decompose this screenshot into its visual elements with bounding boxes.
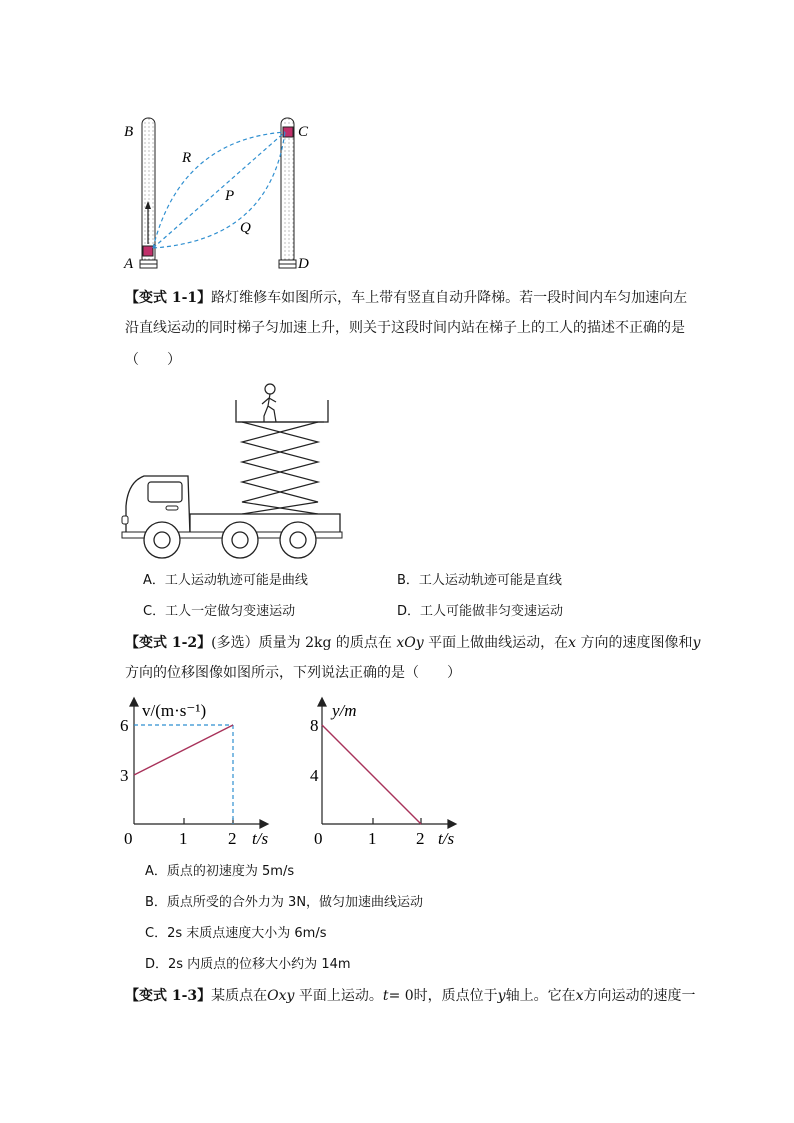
v-ylabel: v/(m·s⁻¹): [142, 701, 207, 720]
q2-line2: 方向的位移图像如图所示，下列说法正确的是（ ）: [125, 665, 461, 681]
label-a: A: [124, 256, 134, 272]
v-xlabel: t/s: [252, 829, 269, 848]
q2-option-d[interactable]: D．2s 内质点的位移大小约为 14m: [145, 957, 351, 972]
label-c: C: [298, 124, 309, 140]
cab-window: [148, 482, 182, 502]
truck-bed: [190, 514, 340, 534]
v-ytick-3: 3: [120, 766, 129, 785]
y-ytick-4: 4: [310, 766, 319, 785]
curve-p: [153, 132, 285, 248]
y-ylabel: y/m: [332, 701, 357, 720]
q1-option-a[interactable]: A．工人运动轨迹可能是曲线: [143, 573, 308, 588]
q1-text1: 路灯维修车如图所示，车上带有竖直自动升降梯。若一段时间内车匀加速向左: [211, 290, 688, 306]
y-ytick-8: 8: [310, 716, 319, 735]
label-b: B: [124, 124, 134, 140]
y-xtick-1: 1: [368, 829, 377, 848]
velocity-time-graph: [112, 692, 292, 852]
q1-line2: 沿直线运动的同时梯子匀加速上升，则关于这段时间内站在梯子上的工人的描述不正确的是: [125, 320, 685, 336]
v-xtick-2: 2: [228, 829, 237, 848]
q3-line1: 【变式 1-3】某质点在Oxy 平面上运动。t= 0时，质点位于y轴上。它在x方向运动的速度一: [125, 988, 696, 1004]
q2-tag: 【变式 1-2】: [125, 635, 212, 651]
q1-option-c[interactable]: C．工人一定做匀变速运动: [143, 604, 296, 619]
label-q: Q: [240, 220, 251, 236]
block-a: [143, 246, 153, 256]
v-xtick-1: 1: [179, 829, 188, 848]
pole-right: [281, 118, 294, 264]
v-data-line: [134, 725, 233, 775]
label-p: P: [225, 188, 235, 204]
q1-tag: 【变式 1-1】: [125, 290, 212, 306]
q2-option-a[interactable]: A．质点的初速度为 5m/s: [145, 864, 295, 879]
lift-basket: [236, 400, 328, 422]
q1-option-b[interactable]: B．工人运动轨迹可能是直线: [397, 573, 562, 588]
q1-option-d[interactable]: D．工人可能做非匀变速运动: [397, 604, 564, 619]
v-ytick-6: 6: [120, 716, 129, 735]
truck-wheels: [144, 522, 316, 558]
label-d: D: [298, 256, 309, 272]
q2-option-c[interactable]: C．2s 末质点速度大小为 6m/s: [145, 926, 327, 941]
y-xtick-0: 0: [314, 829, 323, 848]
v-xtick-0: 0: [124, 829, 133, 848]
q2-option-b[interactable]: B．质点所受的合外力为 3N，做匀加速曲线运动: [145, 895, 424, 910]
q1-line1: [125, 288, 687, 308]
scissor-lift: [238, 422, 324, 514]
label-r: R: [182, 150, 192, 166]
y-data-line: [322, 725, 421, 824]
q2-line1: 【变式 1-2】(多选）质量为 2kg 的质点在 xOy 平面上做曲线运动，在x 方向的速度图像和y: [125, 635, 701, 651]
worker-figure: [262, 384, 276, 422]
truck-lift-figure: [118, 380, 350, 560]
displacement-time-graph: [300, 692, 475, 852]
q3-tag: 【变式 1-3】: [125, 988, 212, 1004]
trajectory-figure: [120, 110, 320, 275]
y-xtick-2: 2: [416, 829, 425, 848]
q1-blank: （ ）: [125, 352, 181, 368]
y-xlabel: t/s: [438, 829, 455, 848]
